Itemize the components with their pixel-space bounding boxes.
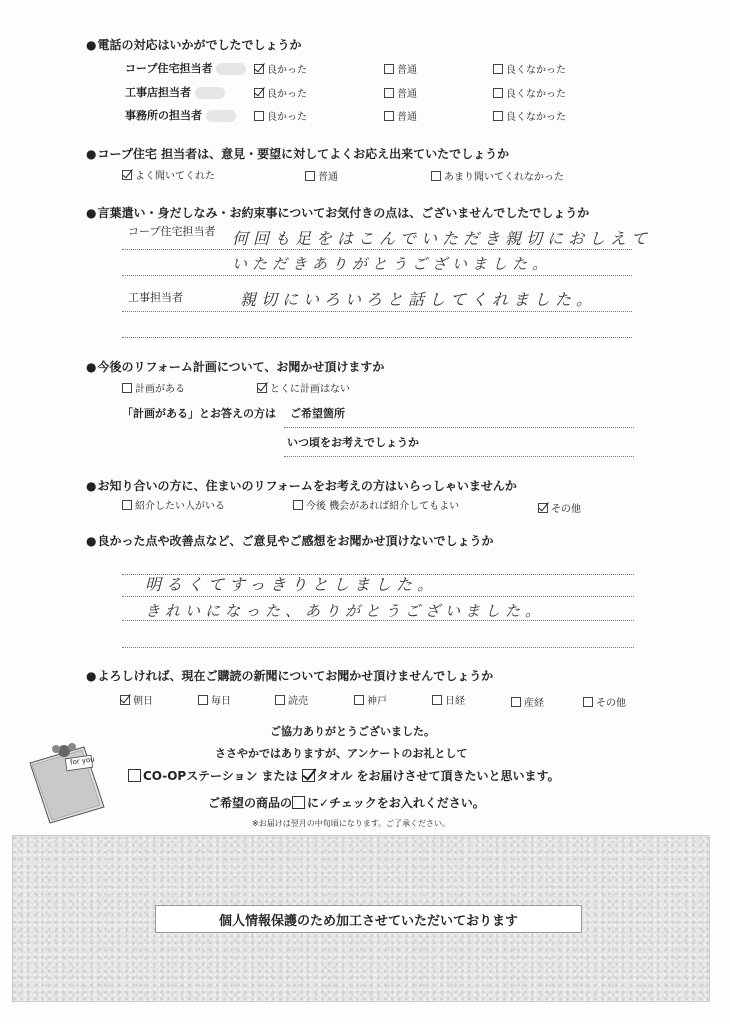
checkbox[interactable] [122,170,132,180]
q1-row2-opt3[interactable]: 良くなかった [493,85,566,100]
q7-opt3[interactable]: 読売 [275,692,308,707]
checkbox[interactable] [120,695,130,705]
gift-icon [22,735,112,825]
q1-row1-label: コープ住宅担当者 [125,60,246,76]
checkbox[interactable] [302,769,315,782]
q3-coop-handwriting-2: いただきありがとうございました。 [232,255,553,273]
checkbox[interactable] [432,695,442,705]
q1-row1-opt1[interactable]: 良かった [254,61,307,76]
checkbox[interactable] [538,503,548,513]
checkbox[interactable] [122,500,132,510]
q4-line [284,456,634,457]
checkbox[interactable] [384,88,394,98]
checkbox[interactable] [493,111,503,121]
q3-line [122,275,632,276]
q4-opt2[interactable]: とくに計画はない [257,380,350,395]
q7-opt1[interactable]: 朝日 [120,692,153,707]
q2-opt3[interactable]: あまり聞いてくれなかった [431,168,564,183]
checkbox[interactable] [198,695,208,705]
q1-row2-label: 工事店担当者 [125,84,225,100]
checkbox[interactable] [305,171,315,181]
closing-instruction: ご希望の商品の に✓チェックをお入れください。 [208,796,485,810]
checkbox[interactable] [122,383,132,393]
q2-question: ● コープ住宅 担当者は、意見・要望に対してよくお応え出来ていたでしょうか [86,145,509,162]
q1-row2-opt1[interactable]: 良かった [254,85,307,100]
q5-opt1[interactable]: 紹介したい人がいる [122,497,225,512]
q1-question: ● 電話の対応はいかがでしたでしょうか [86,36,302,53]
gift-tag-text: for you [69,755,96,767]
q3-coop-handwriting-1: 何回も足をはこんでいただき親切におしえて [232,229,653,248]
closing-note: ※お届けは翌月の中旬頃になります。ご了承ください。 [252,819,451,828]
q3-line [122,311,632,312]
q6-handwriting-2: きれいになった、ありがとうございました。 [145,602,546,620]
q1-row2-opt2[interactable]: 普通 [384,85,417,100]
q6-question: ● 良かった点や改善点など、ご意見やご感想をお聞かせ頂けないでしょうか [86,532,494,549]
checkbox[interactable] [511,697,521,707]
checkbox[interactable] [275,695,285,705]
q6-line [122,620,634,621]
gift-illustration [22,735,112,825]
q4-opt1[interactable]: 計画がある [122,380,185,395]
closing-gift-intro: ささやかではありますが、アンケートのお礼として [215,747,468,760]
checkbox[interactable] [254,88,264,98]
closing-thanks: ご協力ありがとうございました。 [270,725,435,738]
q1-row3-label: 事務所の担当者 [125,107,236,123]
q3-contractor-label: 工事担当者 [128,291,183,304]
checkbox[interactable] [293,500,303,510]
q5-question: ● お知り合いの方に、住まいのリフォームをお考えの方はいらっしゃいませんか [86,477,517,494]
q1-row3-opt1[interactable]: 良かった [254,108,307,123]
checkbox[interactable] [128,769,141,782]
q7-opt2[interactable]: 毎日 [198,692,231,707]
checkbox[interactable] [493,88,503,98]
q1-row3-opt3[interactable]: 良くなかった [493,108,566,123]
privacy-notice: 個人情報保護のため加工させていただいております [155,905,582,933]
q7-opt4[interactable]: 神戸 [354,692,387,707]
checkbox[interactable] [254,64,264,74]
q7-question: ● よろしければ、現在ご購読の新聞についてお聞かせ頂けませんでしょうか [86,667,493,684]
checkbox[interactable] [583,697,593,707]
checkbox[interactable] [431,171,441,181]
q7-opt6[interactable]: 産経 [511,694,544,709]
q4-followup: 「計画がある」とお答えの方は ご希望箇所 [122,407,345,420]
q2-opt1[interactable]: よく聞いてくれた [122,167,215,182]
q3-coop-label: コープ住宅担当者 [128,225,216,238]
q6-line [122,596,634,597]
q7-opt7[interactable]: その他 [583,694,626,709]
q4-question: ● 今後のリフォーム計画について、お聞かせ頂けますか [86,358,384,375]
q1-row1-opt2[interactable]: 普通 [384,61,417,76]
q4-when-label: いつ頃をお考えでしょうか [287,436,419,449]
checkbox[interactable] [257,383,267,393]
checkbox[interactable] [493,64,503,74]
q2-opt2[interactable]: 普通 [305,168,338,183]
checkbox[interactable] [354,695,364,705]
q3-line [122,337,632,338]
q7-opt5[interactable]: 日経 [432,692,465,707]
q1-row3-opt2[interactable]: 普通 [384,108,417,123]
checkbox[interactable] [384,64,394,74]
q1-row1-opt3[interactable]: 良くなかった [493,61,566,76]
q3-contractor-handwriting: 親切にいろいろと話してくれました。 [240,290,598,309]
gift-coop-station-option[interactable]: CO-OPステーション または タオル をお届けさせて頂きたいと思います。 [128,767,560,784]
checkbox[interactable] [254,111,264,121]
q5-opt3[interactable]: その他 [538,500,581,515]
q3-line [122,249,632,250]
q6-line [122,647,634,648]
q5-opt2[interactable]: 今後 機会があれば紹介してもよい [293,497,459,512]
q6-handwriting-1: 明るくてすっきりとしました。 [145,575,439,594]
q4-line [284,427,634,428]
checkbox [292,796,305,809]
checkbox[interactable] [384,111,394,121]
q3-question: ● 言葉遣い・身だしなみ・お約束事についてお気付きの点は、ございませんでしたでしょうか [86,204,589,221]
